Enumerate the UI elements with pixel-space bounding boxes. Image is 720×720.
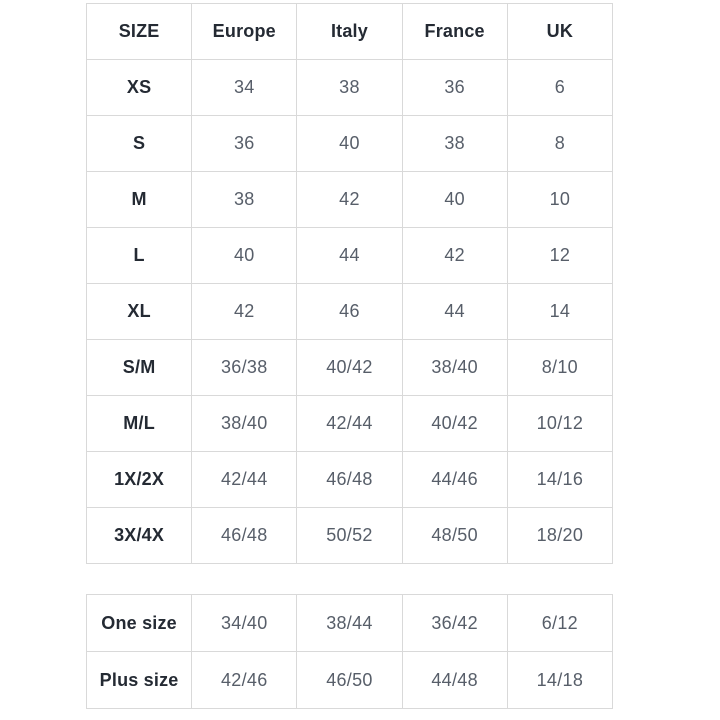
value-cell: 40: [297, 116, 402, 172]
value-cell: 40: [192, 228, 297, 284]
value-cell: 50/52: [297, 508, 402, 564]
size-label: 1X/2X: [87, 452, 192, 508]
size-label: S/M: [87, 340, 192, 396]
one-size-plus-size-table: [86, 594, 613, 709]
table-row-sm: [87, 340, 613, 396]
value-cell: 36: [192, 116, 297, 172]
value-cell: 10/12: [507, 396, 612, 452]
column-header-size: SIZE: [87, 4, 192, 60]
value-cell: 34: [192, 60, 297, 116]
value-cell: 38: [402, 116, 507, 172]
value-cell: 42: [192, 284, 297, 340]
column-header-france: France: [402, 4, 507, 60]
value-cell: 36/42: [402, 595, 507, 652]
value-cell: 40: [402, 172, 507, 228]
value-cell: 12: [507, 228, 612, 284]
value-cell: 8: [507, 116, 612, 172]
value-cell: 40/42: [402, 396, 507, 452]
table-row-l: [87, 228, 613, 284]
value-cell: 44/46: [402, 452, 507, 508]
value-cell: 46/50: [297, 652, 402, 709]
header-row: [87, 4, 613, 60]
value-cell: 46: [297, 284, 402, 340]
table-row-xl: [87, 284, 613, 340]
value-cell: 14: [507, 284, 612, 340]
value-cell: 46/48: [192, 508, 297, 564]
size-label: S: [87, 116, 192, 172]
table-row-1x2x: [87, 452, 613, 508]
table-row-xs: [87, 60, 613, 116]
value-cell: 46/48: [297, 452, 402, 508]
value-cell: 14/16: [507, 452, 612, 508]
value-cell: 14/18: [507, 652, 612, 709]
value-cell: 6/12: [507, 595, 612, 652]
size-label: L: [87, 228, 192, 284]
value-cell: 42: [402, 228, 507, 284]
value-cell: 38/40: [402, 340, 507, 396]
size-label: XS: [87, 60, 192, 116]
size-label: One size: [87, 595, 192, 652]
value-cell: 42/44: [297, 396, 402, 452]
value-cell: 44/48: [402, 652, 507, 709]
value-cell: 38: [297, 60, 402, 116]
value-cell: 38/44: [297, 595, 402, 652]
value-cell: 44: [297, 228, 402, 284]
size-label: M/L: [87, 396, 192, 452]
value-cell: 42/44: [192, 452, 297, 508]
value-cell: 36/38: [192, 340, 297, 396]
size-label: Plus size: [87, 652, 192, 709]
table-row-m: [87, 172, 613, 228]
value-cell: 42: [297, 172, 402, 228]
value-cell: 48/50: [402, 508, 507, 564]
value-cell: 36: [402, 60, 507, 116]
size-conversion-table: [86, 3, 613, 564]
table-row-plus-size: [87, 652, 613, 709]
value-cell: 38/40: [192, 396, 297, 452]
value-cell: 8/10: [507, 340, 612, 396]
column-header-europe: Europe: [192, 4, 297, 60]
value-cell: 40/42: [297, 340, 402, 396]
column-header-italy: Italy: [297, 4, 402, 60]
value-cell: 6: [507, 60, 612, 116]
value-cell: 18/20: [507, 508, 612, 564]
table-row-one-size: [87, 595, 613, 652]
column-header-uk: UK: [507, 4, 612, 60]
table-row-3x4x: [87, 508, 613, 564]
size-label: 3X/4X: [87, 508, 192, 564]
value-cell: 38: [192, 172, 297, 228]
value-cell: 10: [507, 172, 612, 228]
value-cell: 44: [402, 284, 507, 340]
value-cell: 42/46: [192, 652, 297, 709]
table-row-s: [87, 116, 613, 172]
value-cell: 34/40: [192, 595, 297, 652]
size-label: XL: [87, 284, 192, 340]
size-label: M: [87, 172, 192, 228]
table-row-ml: [87, 396, 613, 452]
